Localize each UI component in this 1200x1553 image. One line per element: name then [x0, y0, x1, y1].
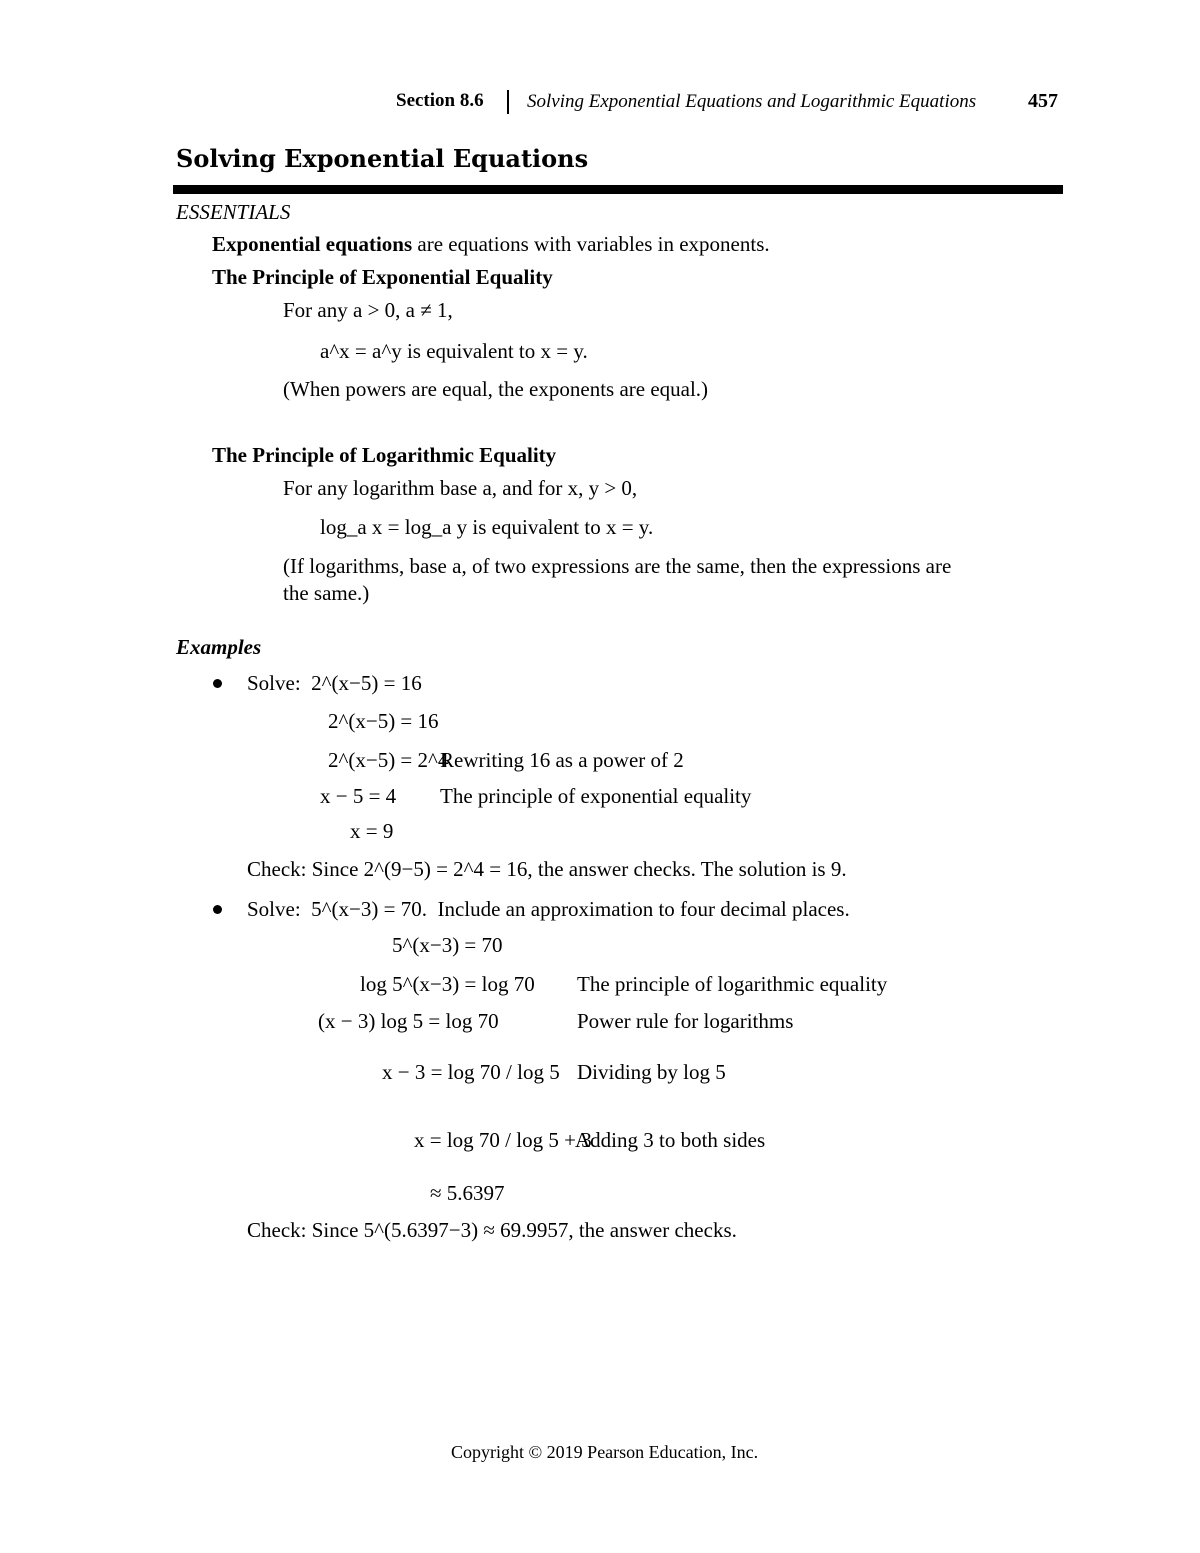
example2-step3-note: Power rule for logarithms: [577, 1009, 794, 1033]
copyright-footer: Copyright © 2019 Pearson Education, Inc.: [451, 1442, 759, 1462]
example2-check: Check: Since 5^(5.6397−3) ≈ 69.9957, the answer checks.: [247, 1218, 737, 1242]
definition-text: are equations with variables in exponents.: [412, 232, 770, 256]
example1-prompt: [247, 671, 422, 696]
example1-step2: 2^(x−5) = 2^4: [328, 748, 449, 772]
example2-prompt: Solve: 5^(x−3) = 70. Include an approximation to four decimal places.: [247, 897, 850, 921]
example2-prompt-label: Solve:: [247, 897, 301, 921]
definition: [212, 232, 770, 257]
example2-step5: x = log 70 / log 5 + 3: [414, 1128, 592, 1152]
exp-equality-note: (When powers are equal, the exponents are equal.): [283, 377, 709, 401]
essentials-label: ESSENTIALS: [176, 200, 291, 224]
log-equality-condition: For any logarithm base a, and for x, y > 0,: [283, 476, 638, 500]
example2-step6: ≈ 5.6397: [430, 1181, 505, 1205]
example1-step3: x − 5 = 4: [320, 784, 397, 808]
log-equality-heading: The Principle of Logarithmic Equality: [212, 443, 557, 467]
example2-step2: log 5^(x−3) = log 70: [360, 972, 535, 996]
example2-step5-note: Adding 3 to both sides: [575, 1128, 766, 1152]
page-title: Solving Exponential Equations: [176, 144, 589, 173]
exp-equality-condition: For any a > 0, a ≠ 1,: [283, 298, 453, 322]
title-rule: [173, 185, 1063, 194]
bullet-icon: [213, 905, 222, 914]
log-equality-note-line1: (If logarithms, base a, of two expressions are the same, then the expressions are: [283, 554, 952, 578]
example1-step1: 2^(x−5) = 16: [328, 709, 439, 733]
page-number: 457: [1028, 90, 1058, 112]
example2-step1: 5^(x−3) = 70: [392, 933, 503, 957]
example1-check: Check: Since 2^(9−5) = 2^4 = 16, the answer checks. The solution is 9.: [247, 857, 847, 881]
example1-prompt-label: Solve:: [247, 671, 301, 695]
header-divider: [507, 90, 509, 114]
example1-step3-note: The principle of exponential equality: [440, 784, 752, 808]
example1-step4: x = 9: [350, 819, 394, 843]
example2-step4: x − 3 = log 70 / log 5: [382, 1060, 560, 1084]
example1-step2-note: Rewriting 16 as a power of 2: [440, 748, 684, 772]
examples-label: Examples: [176, 635, 262, 659]
example2-step3: (x − 3) log 5 = log 70: [318, 1009, 499, 1033]
example2-prompt-tail: Include an approximation to four decimal places.: [437, 897, 850, 921]
definition-term: Exponential equations: [212, 232, 413, 256]
exp-equality-statement: a^x = a^y is equivalent to x = y.: [320, 339, 588, 363]
exp-equality-heading: The Principle of Exponential Equality: [212, 265, 553, 289]
log-equality-note-line2: the same.): [283, 581, 370, 605]
example2-step2-note: The principle of logarithmic equality: [577, 972, 888, 996]
section-number: Section 8.6: [396, 90, 484, 111]
example2-prompt-equation: 5^(x−3) = 70: [311, 897, 422, 921]
example2-step4-note: Dividing by log 5: [577, 1060, 726, 1084]
bullet-icon: [213, 679, 222, 688]
log-equality-statement: log_a x = log_a y is equivalent to x = y.: [320, 515, 654, 539]
example1-prompt-equation: 2^(x−5) = 16: [311, 671, 422, 695]
section-title: Solving Exponential Equations and Logarithmic Equations: [527, 91, 977, 112]
